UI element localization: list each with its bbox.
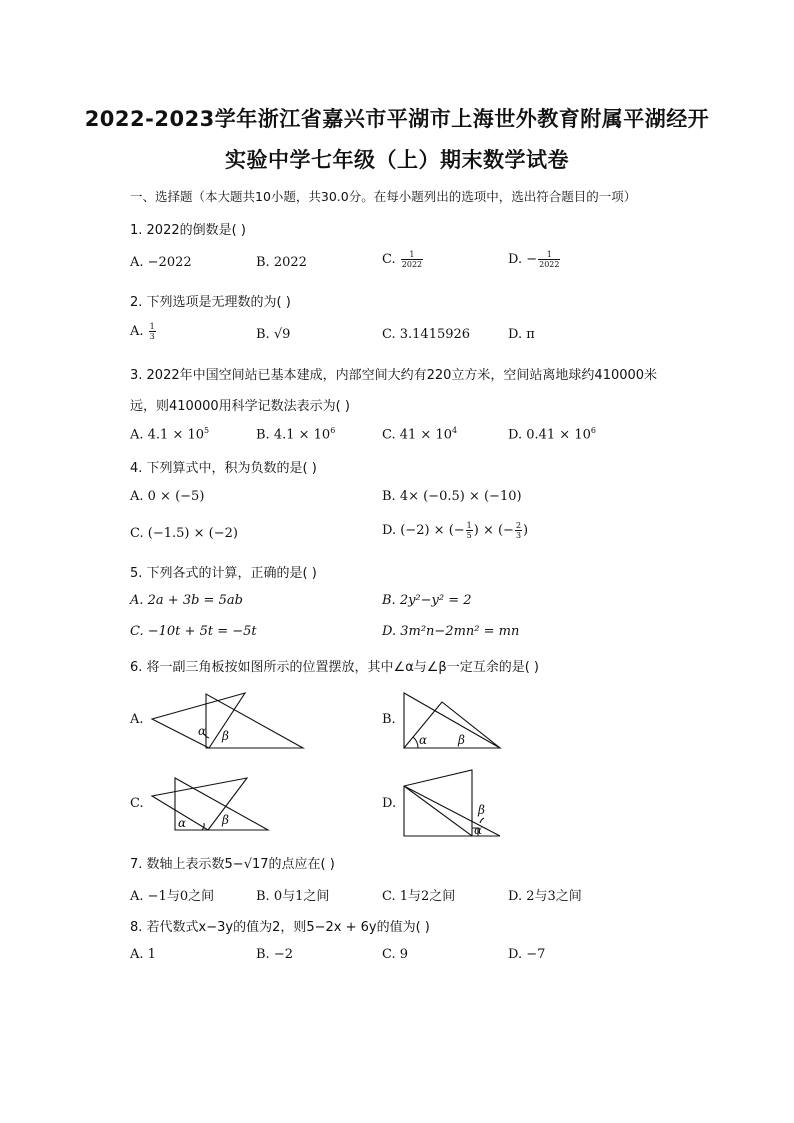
figure-d-beta-label: β (478, 803, 485, 817)
q1-option-d-label: D. − (508, 252, 538, 267)
question-5-stem: 5. 下列各式的计算，正确的是( ) (130, 566, 317, 581)
q2-option-a-label: A. (130, 324, 144, 339)
q1-option-d (508, 250, 561, 269)
q8-option-a: A. 1 (130, 947, 156, 962)
q4-option-a: A. 0 × (−5) (130, 489, 205, 504)
question-3-stem-cont: 远，则410000用科学记数法表示为( ) (130, 399, 350, 414)
q3-option-b (256, 426, 335, 442)
q2-option-a (130, 322, 157, 341)
question-3-stem: 3. 2022年中国空间站已基本建成，内部空间大约有220立方米，空间站离地球约410000米 (130, 368, 658, 383)
q3-option-a (130, 426, 209, 442)
q6-option-b-label: B. (382, 712, 396, 727)
figure-c-beta-label: β (222, 813, 229, 827)
q8-option-d: D. −7 (508, 947, 546, 962)
q4-option-c: C. (−1.5) × (−2) (130, 526, 238, 541)
q4-option-d-part3: ) (523, 523, 529, 538)
figure-a-triangle-2 (206, 694, 303, 748)
question-2-stem: 2. 下列选项是无理数的为( ) (130, 295, 291, 310)
q8-option-b: B. −2 (256, 947, 293, 962)
q7-option-a: A. −1与0之间 (130, 889, 215, 904)
q6-option-d-label: D. (382, 796, 397, 811)
fraction-denominator: 5 (466, 531, 472, 540)
q2-option-c: C. 3.1415926 (382, 327, 471, 342)
q4-option-d-part2: ) × (− (473, 523, 514, 538)
figure-a-beta-label: β (222, 729, 229, 743)
q7-option-c: C. 1与2之间 (382, 889, 456, 904)
q4-option-d-fraction1 (466, 521, 473, 540)
q6-figure-c (148, 774, 273, 834)
fraction-numerator: 1 (401, 250, 423, 260)
section-heading: 一、选择题（本大题共10小题，共30.0分。在每小题列出的选项中，选出符合题目的一项） (130, 189, 637, 204)
q4-option-d-fraction2 (515, 521, 522, 540)
q7-option-b: B. 0与1之间 (256, 889, 330, 904)
question-8-stem: 8. 若代数式x−3y的值为2，则5−2x + 6y的值为( ) (130, 920, 430, 935)
q5-option-a: A. 2a + 3b = 5ab (130, 593, 243, 608)
figure-a-alpha-label: α (198, 724, 207, 738)
q6-figure-b (400, 690, 505, 752)
fraction-numerator: 2 (515, 521, 522, 530)
q3-option-c-base: C. 41 × 10 (382, 427, 452, 443)
q3-option-b-base: B. 4.1 × 10 (256, 427, 331, 443)
exam-title-line2: 实验中学七年级（上）期末数学试卷 (225, 148, 569, 172)
fraction-numerator: 1 (538, 250, 560, 260)
q3-option-a-exponent: 5 (204, 426, 210, 435)
q4-option-b: B. 4× (−0.5) × (−10) (382, 489, 522, 504)
q1-option-c-label: C. (382, 252, 396, 267)
figure-d-triangle-2 (404, 786, 500, 836)
exam-title-line1: 2022-2023学年浙江省嘉兴市平湖市上海世外教育附属平湖经开 (84, 107, 710, 131)
q6-option-c-label: C. (130, 796, 144, 811)
q2-option-d: D. π (508, 327, 535, 342)
q4-option-d (382, 521, 528, 540)
fraction-denominator: 3 (149, 332, 155, 341)
question-4-stem: 4. 下列算式中，积为负数的是( ) (130, 461, 317, 476)
figure-d-triangle-1 (404, 770, 472, 836)
question-1-stem: 1. 2022的倒数是( ) (130, 223, 246, 238)
q1-option-c (382, 250, 424, 269)
q3-option-d (508, 426, 596, 442)
q1-option-a: A. −2022 (130, 255, 192, 270)
question-7-stem: 7. 数轴上表示数5−√17的点应在( ) (130, 857, 335, 872)
q5-option-b: B. 2y²−y² = 2 (382, 593, 472, 608)
q2-option-a-fraction (149, 322, 156, 341)
q6-figure-a (148, 690, 308, 752)
q3-option-d-exponent: 6 (590, 426, 596, 435)
figure-b-alpha-label: α (419, 733, 428, 747)
figure-b-angle-arc (413, 737, 418, 748)
q3-option-b-exponent: 6 (330, 426, 336, 435)
q3-option-a-base: A. 4.1 × 10 (130, 427, 205, 443)
q3-option-d-base: D. 0.41 × 10 (508, 427, 591, 443)
fraction-denominator: 2022 (539, 260, 560, 269)
q5-option-d: D. 3m²n−2mn² = mn (382, 624, 520, 639)
fraction-numerator: 1 (466, 521, 472, 530)
fraction-denominator: 2022 (401, 260, 423, 269)
q8-option-c: C. 9 (382, 947, 409, 962)
q6-option-a-label: A. (130, 712, 144, 727)
question-6-stem: 6. 将一副三角板按如图所示的位置摆放，其中∠α与∠β一定互余的是( ) (130, 660, 539, 675)
q1-option-b: B. 2022 (256, 255, 307, 270)
figure-a-triangle-1 (152, 693, 245, 748)
fraction-denominator: 3 (515, 531, 522, 540)
q3-option-c (382, 426, 457, 442)
q2-option-b: B. √9 (256, 327, 291, 342)
q7-option-d: D. 2与3之间 (508, 889, 582, 904)
figure-c-triangle-1 (152, 778, 247, 830)
q6-figure-d (400, 766, 505, 840)
q1-option-c-fraction (401, 250, 423, 269)
q4-option-d-part1: D. (−2) × (− (382, 523, 465, 538)
figure-b-beta-label: β (458, 733, 465, 747)
q5-option-c: C. −10t + 5t = −5t (130, 624, 257, 639)
q1-option-d-fraction (538, 250, 560, 269)
fraction-numerator: 1 (149, 322, 155, 331)
figure-c-alpha-label: α (178, 816, 187, 830)
q3-option-c-exponent: 4 (452, 426, 458, 435)
figure-d-alpha-label: α (474, 823, 483, 837)
